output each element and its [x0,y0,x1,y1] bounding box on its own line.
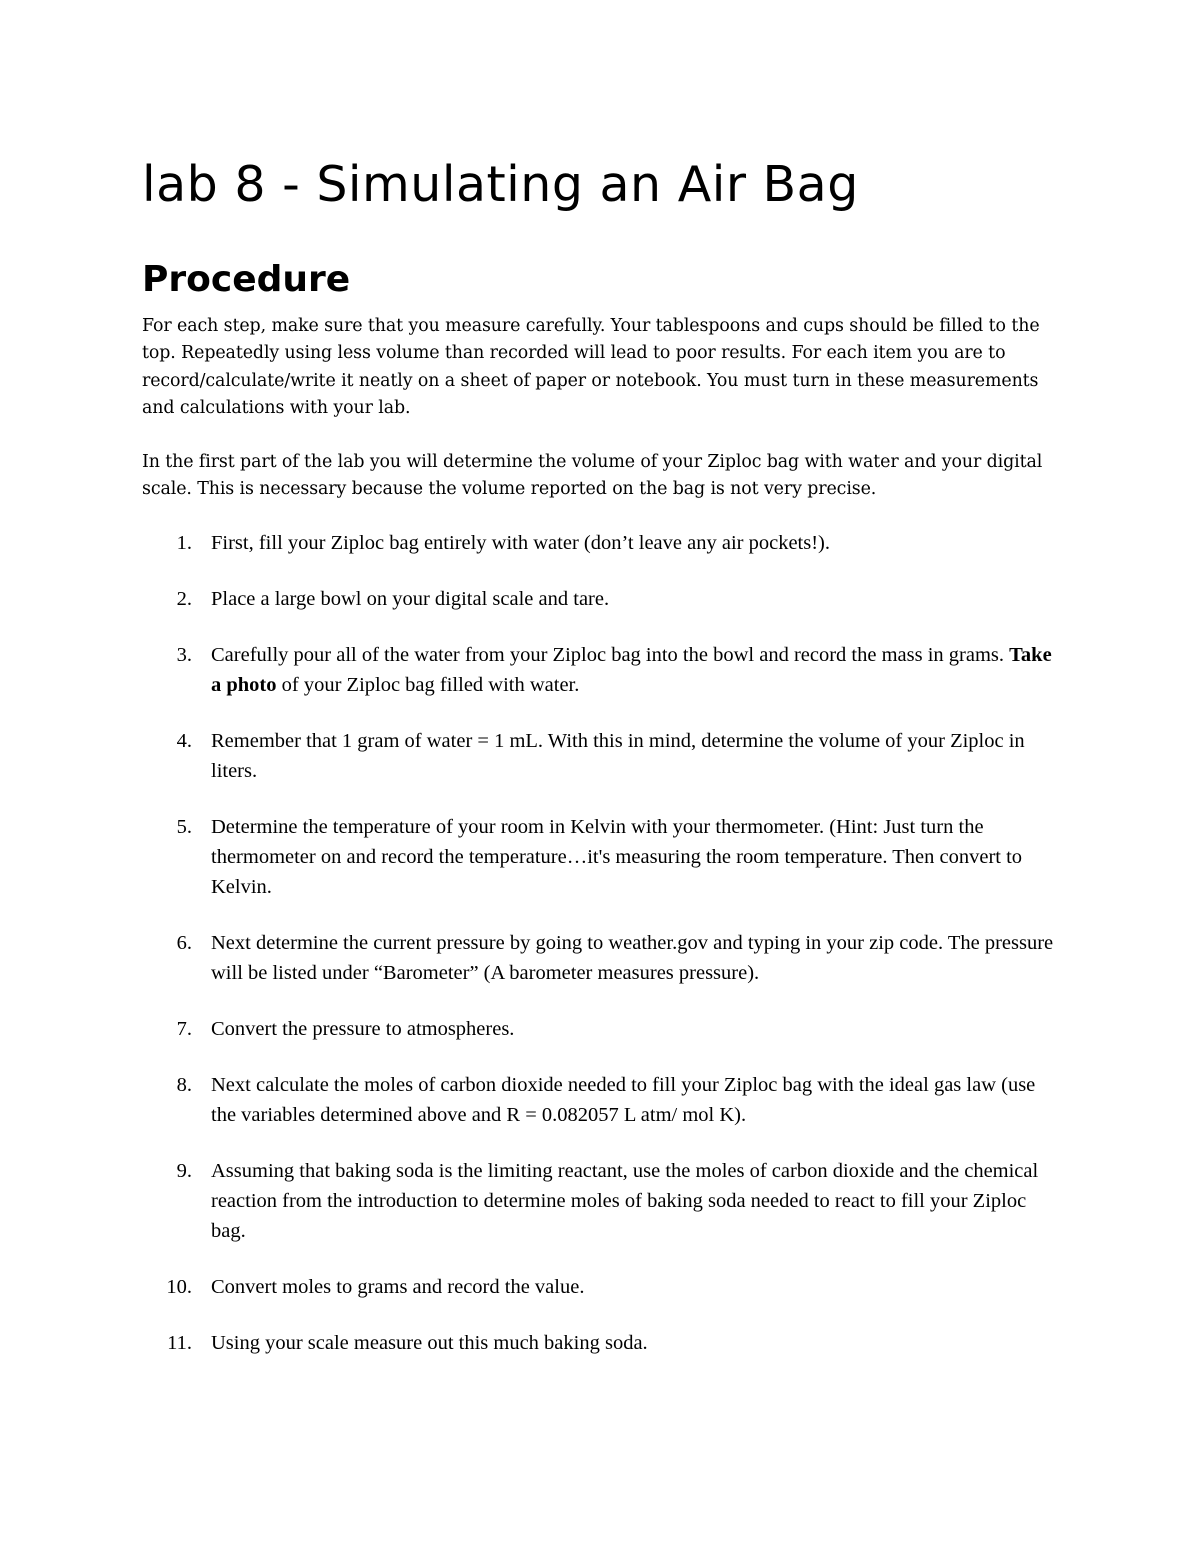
section-heading-procedure: Procedure [142,259,351,300]
step-number: 6. [176,932,192,954]
procedure-step [142,584,1062,614]
step-text: Place a large bowl on your digital scale and tare. [211,588,610,610]
step-text: Remember that 1 gram of water = 1 mL. With this in mind, determine the volume of your Ziploc in liters. [211,730,1025,782]
step-number: 11. [167,1332,192,1354]
step-text: Convert the pressure to atmospheres. [211,1018,515,1040]
procedure-step [142,1156,1062,1246]
procedure-step [142,1014,1062,1044]
document-title: lab 8 - Simulating an Air Bag [142,156,859,213]
step-text: Convert moles to grams and record the value. [211,1276,585,1298]
procedure-step [142,726,1062,786]
step-number: 9. [176,1160,192,1182]
procedure-step [142,928,1062,988]
step-number: 2. [176,588,192,610]
step-text: Determine the temperature of your room in Kelvin with your thermometer. (Hint: Just turn the thermometer on and record the temperature…it's measuring the room temperature. Then convert to Kelvin. [211,816,1023,898]
step-text: Using your scale measure out this much baking soda. [211,1332,648,1354]
procedure-step [142,812,1062,902]
step-text: Next determine the current pressure by going to weather.gov and typing in your zip code. The pressure will be listed under “Barometer” (A barometer measures pressure). [211,932,1054,984]
procedure-step [142,1272,1062,1302]
intro-paragraph: For each step, make sure that you measure carefully. Your tablespoons and cups should be filled to the top. Repeatedly using less volume than recorded will lead to poor results. For each item you are to record/calculate/write it neatly on a sheet of paper or notebook. You must turn in these measurements and calculations with your lab. [142,316,1040,418]
procedure-step [142,1070,1062,1130]
step-text [211,640,1062,700]
procedure-step [142,1328,1062,1358]
step-number: 1. [176,532,192,554]
step-number: 8. [176,1074,192,1096]
procedure-step [142,528,1062,558]
step-number: 5. [176,816,192,838]
step-text: Assuming that baking soda is the limiting reactant, use the moles of carbon dioxide and the chemical reaction from the introduction to determine moles of baking soda needed to react to fill your Ziploc bag. [211,1160,1039,1242]
step-number: 4. [176,730,192,752]
step-text-part: of your Ziploc bag filled with water. [276,674,580,696]
step-text-part: Carefully pour all of the water from your Ziploc bag into the bowl and record the mass in grams. [211,644,1010,666]
procedure-steps-list [142,528,1062,1384]
step-number: 7. [176,1018,192,1040]
take-photo-emphasis: Take a photo [211,644,1052,696]
step-text: Next calculate the moles of carbon dioxide needed to fill your Ziploc bag with the ideal gas law (use the variables determined above and R = 0.082057 L atm/ mol K). [211,1074,1036,1126]
step-number: 3. [176,644,192,666]
first-part-paragraph: In the first part of the lab you will determine the volume of your Ziploc bag with water and your digital scale. This is necessary because the volume reported on the bag is not very precise. [142,452,1043,500]
step-number: 10. [166,1276,192,1298]
procedure-step [142,640,1062,700]
step-text: First, fill your Ziploc bag entirely with water (don’t leave any air pockets!). [211,532,830,554]
